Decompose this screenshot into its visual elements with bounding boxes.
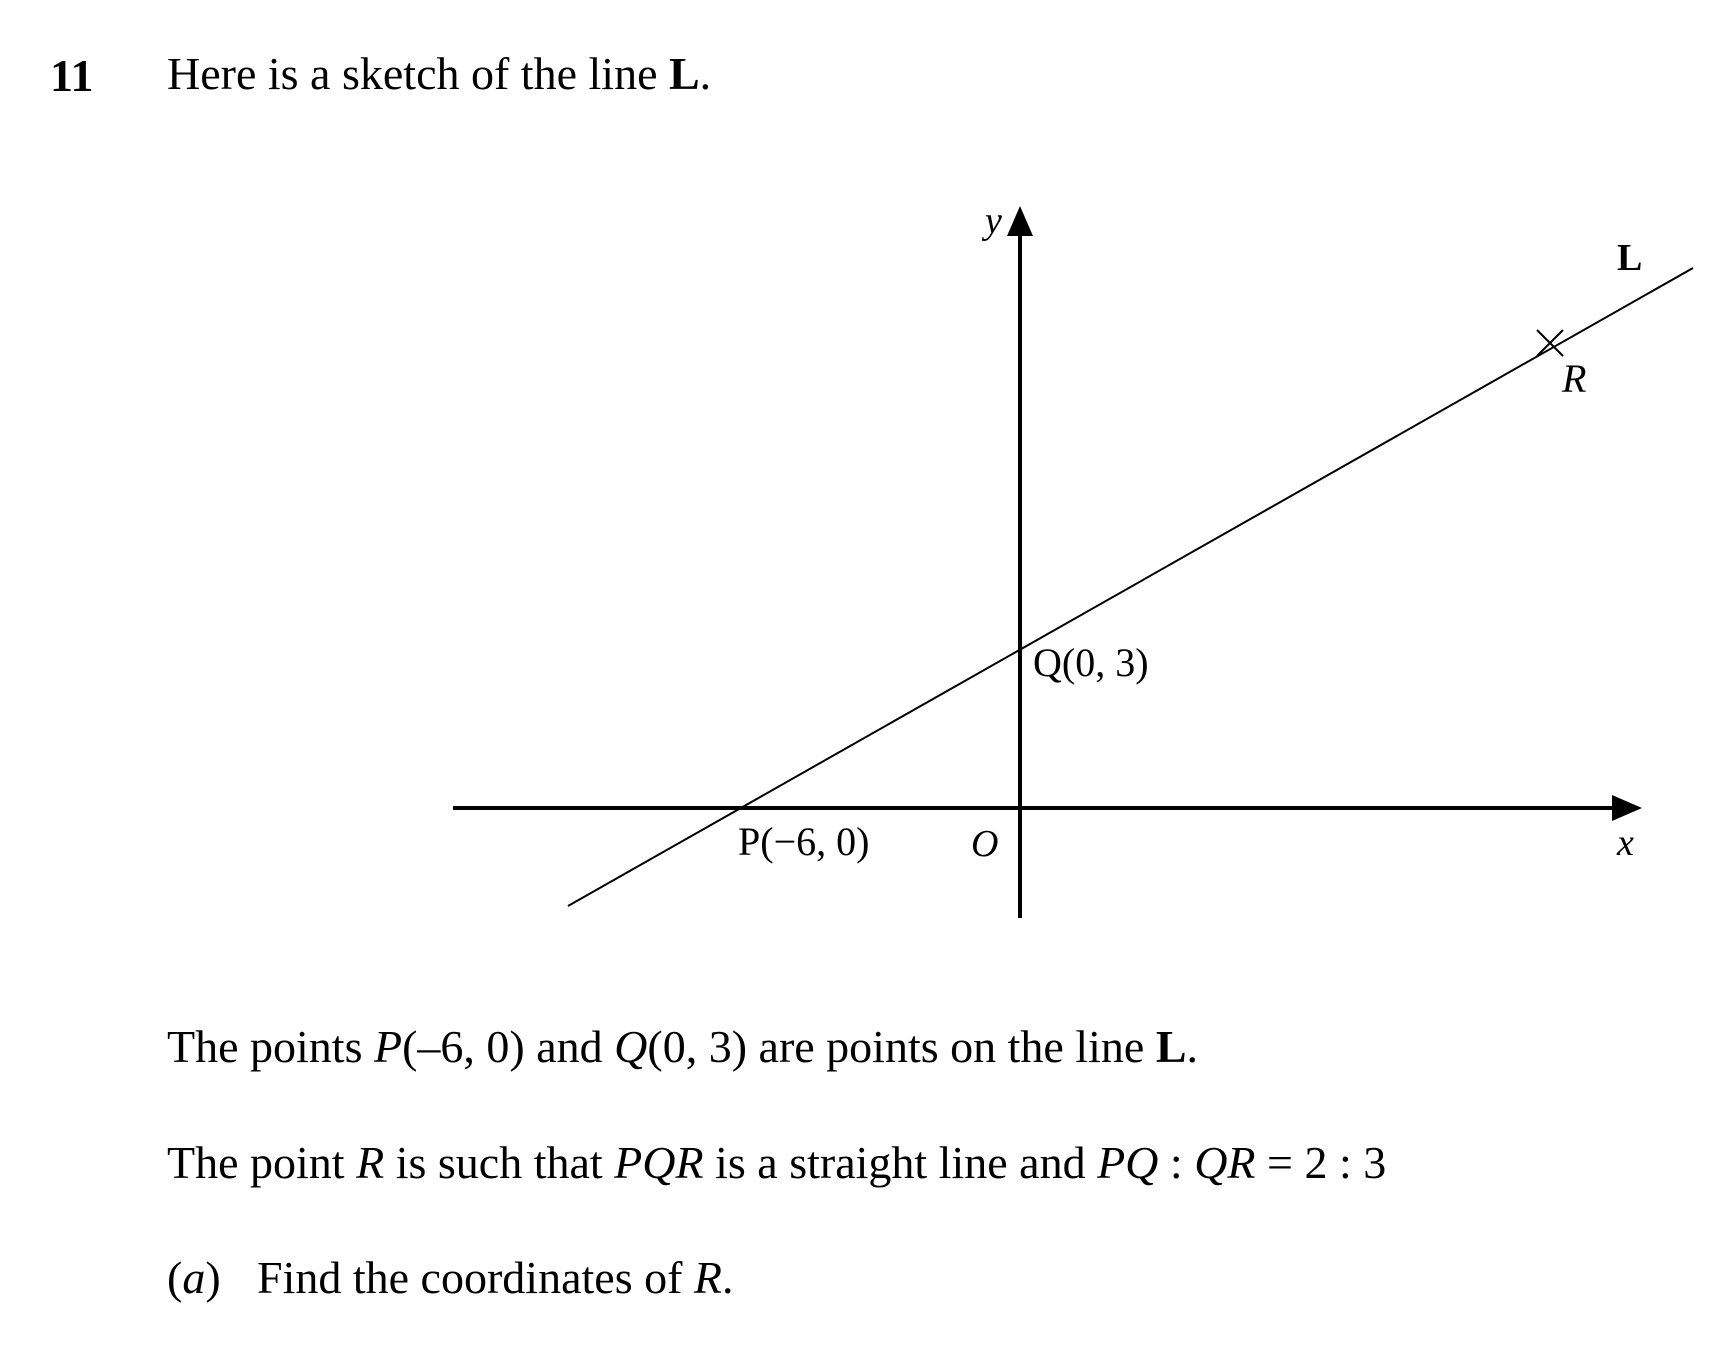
axis-x-label: x <box>1617 822 1634 864</box>
point-p-label: P(−6, 0) <box>738 819 870 864</box>
axis-y-label: y <box>985 200 1002 242</box>
origin-label: O <box>971 823 999 865</box>
s2-point-r: R <box>356 1137 385 1188</box>
point-q-label: Q(0, 3) <box>1033 640 1149 685</box>
part-a-open: ( <box>167 1252 183 1303</box>
s1-text-a: The points <box>167 1021 374 1072</box>
y-axis-arrow-icon <box>1007 206 1033 236</box>
s2-text-a: The point <box>167 1137 357 1188</box>
s2-ratio: = 2 : 3 <box>1255 1137 1387 1188</box>
s1-point-p: P <box>373 1021 403 1072</box>
s1-text-c: (0, 3) are points on the line <box>647 1021 1156 1072</box>
part-a-close: ) <box>205 1252 221 1303</box>
line-l-label: L <box>1617 237 1643 279</box>
s2-colon: : <box>1158 1137 1195 1188</box>
s2-pq: PQ <box>1097 1137 1159 1188</box>
part-a-text: Find the coordinates of <box>257 1252 694 1303</box>
statement-points <box>167 1017 1198 1077</box>
s2-qr: QR <box>1194 1137 1256 1188</box>
statement-ratio <box>167 1133 1386 1193</box>
s2-text-c: is a straight line and <box>703 1137 1098 1188</box>
intro-suffix: . <box>699 48 712 99</box>
s2-text-b: is such that <box>384 1137 615 1188</box>
part-a <box>167 1248 734 1308</box>
s1-text-d: . <box>1186 1021 1199 1072</box>
part-a-label <box>167 1248 257 1308</box>
question-number: 11 <box>50 50 94 101</box>
s1-point-q: Q <box>614 1021 648 1072</box>
line-l <box>568 268 1693 906</box>
intro-prefix: Here is a sketch of the line <box>167 48 669 99</box>
s2-pqr: PQR <box>614 1137 704 1188</box>
intro-line-name: L <box>668 48 700 99</box>
point-r-label: R <box>1562 356 1587 401</box>
part-a-letter: a <box>182 1252 206 1303</box>
s1-text-b: (–6, 0) and <box>402 1021 615 1072</box>
part-a-end: . <box>722 1252 734 1303</box>
s1-line-l: L <box>1155 1021 1187 1072</box>
part-a-point-r: R <box>693 1252 723 1303</box>
x-axis-arrow-icon <box>1612 795 1642 821</box>
